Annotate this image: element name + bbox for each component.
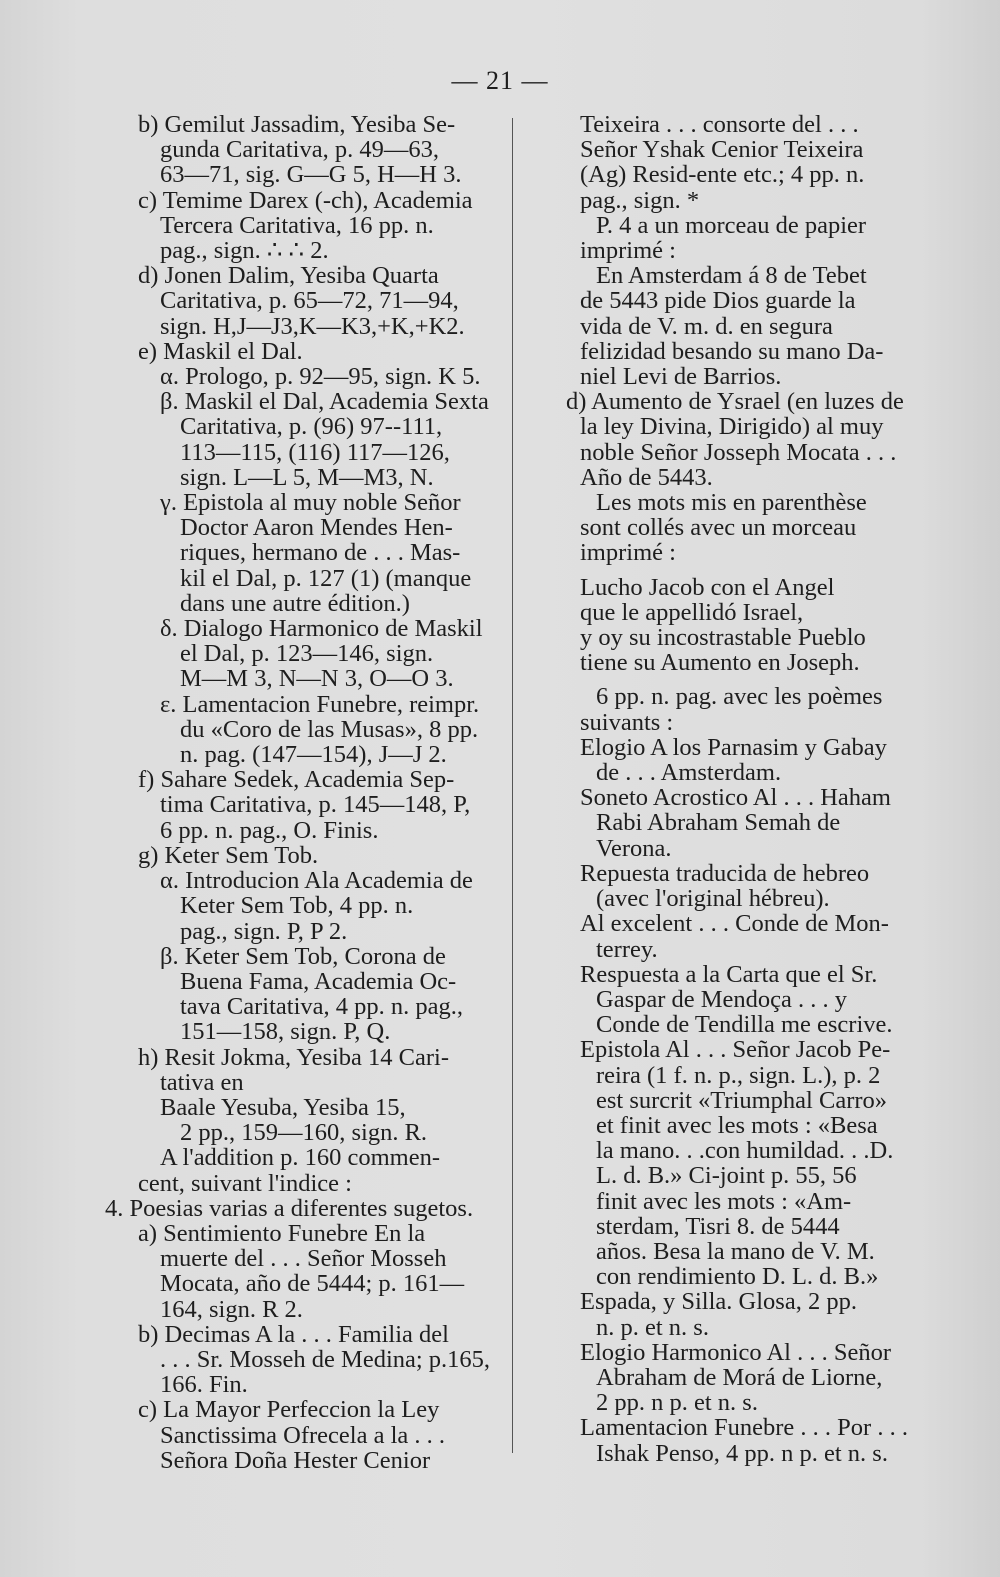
text-line: gunda Caritativa, p. 49—63, xyxy=(160,136,439,164)
text-line: años. Besa la mano de V. M. xyxy=(596,1237,875,1265)
text-line: 164, sign. R 2. xyxy=(160,1295,303,1323)
text-line: pag., sign. ∴ ∴ 2. xyxy=(160,237,329,265)
text-line: et finit avec les mots : «Besa xyxy=(596,1111,878,1139)
text-line: e) Maskil el Dal. xyxy=(138,337,303,365)
text-line: Les mots mis en parenthèse xyxy=(596,489,867,517)
text-line: n. p. et n. s. xyxy=(596,1313,709,1341)
text-line: de 5443 pide Dios guarde la xyxy=(580,287,856,315)
text-line: d) Aumento de Ysrael (en luzes de xyxy=(566,388,904,416)
text-line: Espada, y Silla. Glosa, 2 pp. xyxy=(580,1288,857,1316)
text-line: la ley Divina, Dirigido) al muy xyxy=(580,413,884,441)
text-line: sont collés avec un morceau xyxy=(580,514,857,542)
text-line: Keter Sem Tob, 4 pp. n. xyxy=(180,892,414,920)
text-line: Elogio Harmonico Al . . . Señor xyxy=(580,1338,891,1366)
text-line: 63—71, sig. G—G 5, H—H 3. xyxy=(160,161,462,189)
text-line: niel Levi de Barrios. xyxy=(580,363,782,391)
text-line: du «Coro de las Musas», 8 pp. xyxy=(180,715,479,743)
text-line: n. pag. (147—154), J—J 2. xyxy=(180,741,447,769)
text-line: Soneto Acrostico Al . . . Haham xyxy=(580,784,891,812)
text-line: (Ag) Resid-ente etc.; 4 pp. n. xyxy=(580,161,865,189)
text-line: g) Keter Sem Tob. xyxy=(138,841,319,869)
text-line: riques, hermano de . . . Mas- xyxy=(180,539,461,567)
text-line: Lamentacion Funebre . . . Por . . . xyxy=(580,1414,908,1442)
right-column xyxy=(566,112,911,1466)
text-line: Mocata, año de 5444; p. 161— xyxy=(160,1270,465,1298)
text-line: Abraham de Morá de Liorne, xyxy=(596,1363,883,1391)
text-line: Doctor Aaron Mendes Hen- xyxy=(180,514,453,542)
text-line: A l'addition p. 160 commen- xyxy=(160,1144,441,1172)
text-line: Tercera Caritativa, 16 pp. n. xyxy=(160,211,434,239)
text-line: Teixeira . . . consorte del . . . xyxy=(580,111,859,138)
text-line: b) Decimas A la . . . Familia del xyxy=(138,1320,449,1348)
text-line: tima Caritativa, p. 145—148, P, xyxy=(160,791,471,819)
text-line: 113—115, (116) 117—126, xyxy=(180,438,450,466)
text-line: pag., sign. * xyxy=(580,186,700,214)
text-line: f) Sahare Sedek, Academia Sep- xyxy=(138,766,455,794)
text-line: sign. H,J—J3,K—K3,+K,+K2. xyxy=(160,312,465,340)
text-line: Respuesta a la Carta que el Sr. xyxy=(580,960,878,988)
text-line: β. Keter Sem Tob, Corona de xyxy=(160,942,446,970)
text-line: que le appellidó Israel, xyxy=(580,598,804,626)
text-line: Epistola Al . . . Señor Jacob Pe- xyxy=(580,1036,891,1064)
text-line: Rabi Abraham Semah de xyxy=(596,809,841,837)
text-line: noble Señor Josseph Mocata . . . xyxy=(580,438,897,466)
text-line: 6 pp. n. pag. avec les poèmes xyxy=(596,683,883,711)
page-number: — 21 — xyxy=(451,66,549,95)
text-line: Verona. xyxy=(596,834,672,862)
text-line: Lucho Jacob con el Angel xyxy=(580,573,835,601)
text-line: la mano. . .con humildad. . .D. xyxy=(596,1137,894,1165)
text-line: b) Gemilut Jassadim, Yesiba Se- xyxy=(138,111,456,138)
column-divider xyxy=(512,118,513,1453)
text-line: δ. Dialogo Harmonico de Maskil xyxy=(160,615,483,643)
text-line: α. Prologo, p. 92—95, sign. K 5. xyxy=(160,363,481,391)
text-line: h) Resit Jokma, Yesiba 14 Cari- xyxy=(138,1043,449,1071)
text-line: Año de 5443. xyxy=(580,463,713,491)
text-line: d) Jonen Dalim, Yesiba Quarta xyxy=(138,262,439,290)
text-line: Sanctissima Ofrecela a la . . . xyxy=(160,1421,446,1449)
text-line: tava Caritativa, 4 pp. n. pag., xyxy=(180,993,464,1021)
text-line: P. 4 a un morceau de papier xyxy=(596,211,867,239)
text-line: Buena Fama, Academia Oc- xyxy=(180,967,457,995)
text-line: sterdam, Tisri 8. de 5444 xyxy=(596,1212,840,1240)
text-line: M—M 3, N—N 3, O—O 3. xyxy=(180,665,454,693)
text-line: 2 pp., 159—160, sign. R. xyxy=(180,1119,428,1147)
text-line: 151—158, sign. P, Q. xyxy=(180,1018,391,1046)
text-line: imprimé : xyxy=(580,237,676,265)
text-line: muerte del . . . Señor Mosseh xyxy=(160,1245,447,1273)
text-line: α. Introducion Ala Academia de xyxy=(160,867,473,895)
text-line: 4. Poesias varias a diferentes sugetos. xyxy=(105,1194,474,1222)
text-line: finit avec les mots : «Am- xyxy=(596,1187,852,1215)
text-line: Señor Yshak Cenior Teixeira xyxy=(580,136,864,164)
left-column xyxy=(100,112,495,1473)
text-line: Elogio A los Parnasim y Gabay xyxy=(580,733,887,761)
text-line: Baale Yesuba, Yesiba 15, xyxy=(160,1093,406,1121)
text-line: terrey. xyxy=(596,935,658,963)
text-line: kil el Dal, p. 127 (1) (manque xyxy=(180,564,472,592)
text-line: sign. L—L 5, M—M3, N. xyxy=(180,463,434,491)
text-line: c) La Mayor Perfeccion la Ley xyxy=(138,1396,440,1424)
text-line: Caritativa, p. (96) 97--111, xyxy=(180,413,443,441)
text-line: 166. Fin. xyxy=(160,1371,248,1399)
text-line: a) Sentimiento Funebre En la xyxy=(138,1219,426,1247)
text-line: cent, suivant l'indice : xyxy=(138,1169,352,1197)
text-line: tativa en xyxy=(160,1068,244,1096)
text-line: reira (1 f. n. p., sign. L.), p. 2 xyxy=(596,1061,881,1089)
text-line: vida de V. m. d. en segura xyxy=(580,312,833,340)
text-line: ε. Lamentacion Funebre, reimpr. xyxy=(160,690,480,718)
text-line: Repuesta traducida de hebreo xyxy=(580,859,870,887)
text-line: L. d. B.» Ci-joint p. 55, 56 xyxy=(596,1162,857,1190)
text-line: est surcrit «Triumphal Carro» xyxy=(596,1086,888,1114)
text-line: suivants : xyxy=(580,708,674,736)
text-line: y oy su incostrastable Pueblo xyxy=(580,624,866,652)
text-line: Caritativa, p. 65—72, 71—94, xyxy=(160,287,459,315)
text-line: tiene su Aumento en Joseph. xyxy=(580,649,860,677)
text-line: 6 pp. n. pag., O. Finis. xyxy=(160,816,379,844)
text-line: de . . . Amsterdam. xyxy=(596,759,782,787)
text-line: Gaspar de Mendoça . . . y xyxy=(596,985,848,1013)
text-line: γ. Epistola al muy noble Señor xyxy=(160,489,461,517)
text-line: 2 pp. n p. et n. s. xyxy=(596,1389,758,1417)
text-line: (avec l'original hébreu). xyxy=(596,885,830,913)
text-line: dans une autre édition.) xyxy=(180,589,410,617)
text-line: β. Maskil el Dal, Academia Sexta xyxy=(160,388,489,416)
text-line: el Dal, p. 123—146, sign. xyxy=(180,640,434,668)
text-line: Ishak Penso, 4 pp. n p. et n. s. xyxy=(596,1439,888,1467)
text-line: felizidad besando su mano Da- xyxy=(580,337,884,365)
text-line: pag., sign. P, P 2. xyxy=(180,917,348,945)
text-line: Señora Doña Hester Cenior xyxy=(160,1446,431,1474)
text-line: c) Temime Darex (-ch), Academia xyxy=(138,186,473,214)
text-line: imprimé : xyxy=(580,539,676,567)
text-line: En Amsterdam á 8 de Tebet xyxy=(596,262,867,290)
text-line: Al excelent . . . Conde de Mon- xyxy=(580,910,889,938)
text-line: con rendimiento D. L. d. B.» xyxy=(596,1263,879,1291)
text-line: . . . Sr. Mosseh de Medina; p.165, xyxy=(160,1345,491,1373)
text-line: Conde de Tendilla me escrive. xyxy=(596,1011,893,1039)
